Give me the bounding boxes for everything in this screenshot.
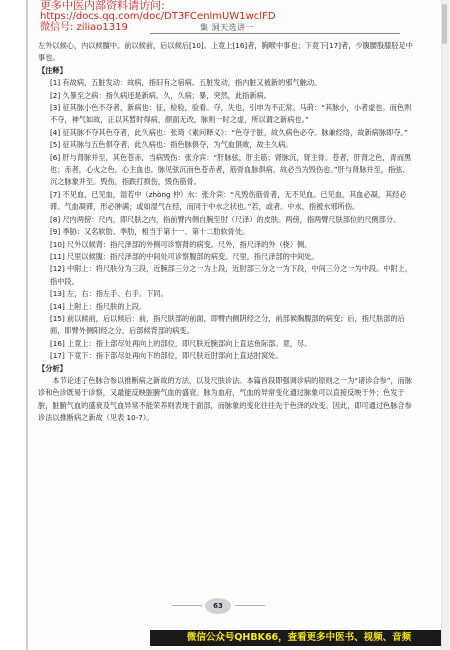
note-4: [4] 征其脉不夺其色夺者，此久病也：张琦《素问释义》：“色夺于脏，故久病色必夺。脉兼经络，故新病脉即夺。” [50,127,408,137]
note-9: [9] 季胁：又名软肋、季肋，相当于第十一、第十二肋软骨处。 [50,227,250,237]
note-15: [15] 前以候前，后以候后：前，指尺肤部的前面，即臂内侧阴经之分，前部候胸腹部的病变；后，指尺肤部的后面，即臂外侧阳经之分，后部候背部的病变。 [50,313,405,336]
watermark-line-3: 微信号: ziliao1319 [40,22,128,33]
watermark-line-2: https://docs.qq.com/doc/DT3FCenlmUW1wclFD [40,11,276,22]
scrollbar-thumb[interactable] [442,4,447,44]
note-13: [13] 左，右：指左手、右手。下同。 [50,289,168,299]
note-2: [2] 久暴至之病：指久病还是新病。久，久病；暴，突然，此指新病。 [50,90,271,100]
note-7: [7] 不见血，已见血，湿若中（zhòng 仲）水：张介宾：“凡毁伤筋骨者，无不见血。已见血，其血必凝，其经必滞。气血凝滞，形必肿满；或如湿气在经，而同于中水之状也。”若，或者。中水，指被水邪所伤。 [50,189,407,212]
note-5: [5] 征其脉与五色俱夺者，此久病也：指色脉俱夺，为气血俱败，故主久病。 [50,140,293,150]
note-10: [10] 尺外以候肾：指尺泽部的外侧可诊察肾的病变。尺外，指尺泽的外（桡）侧。 [50,239,312,249]
running-header: 集 洞天选讲一 [200,23,255,32]
analysis-heading: 【分析】 [38,363,67,373]
watermark-line-1: 更多中医内部资料请访问: [40,0,165,12]
note-1: [1] 有故病，五脏发动：故病，指旧有之宿病。五脏发动，指内脏又被新的邪气触动。 [50,78,322,88]
note-17: [17] 下竟下：指下部尽处再向下的部位，即尺肤近肘部向上直达肘窝处。 [50,351,283,361]
note-11: [11] 尺里以候腹：指尺泽部的中间处可诊察腹部的病变。尺里，指尺泽部的中间处。 [50,251,319,261]
footer-banner: 微信公众号QHBK66，查看更多中医书、视频、音频 [150,630,448,646]
note-3: [3] 征其脉小色不夺者，新病也：征，检验，验看。夺，失也，引申为不正常。马莳：“其脉小，小者虚也。而色则不夺，神气如故，正以其暂时得病，颜面无改，脉则一时之虚，所以谓之新病也。” [50,103,412,125]
scrollbar-track[interactable] [441,0,449,650]
opening-paragraph: 左外以候心，内以候膻中。前以候前，后以候后[10]。上竟上[16]者，胸喉中事也；下竟下[17]者，少腹腰股膝胫足中事也。 [38,41,413,63]
page-number-ornament-right [235,605,265,606]
note-14: [14] 上附上：指尺肤的上段。 [50,301,147,311]
notes-heading: 【注释】 [38,65,67,75]
page-number-ornament-left [172,605,202,606]
analysis-paragraph: 本节论述了色脉合参以推断病之新故的方法，以及尺肤诊法。本篇首段即强调诊病的原则之一为“诸诊合参”，而脉诊和色诊既易于诊察，又最能反映脏腑气血的盛衰。脉为血府，气血的异常变化通过脉象可以直接反映于外；色发于脏，脏腑气血的盛衰及气血异常不能荣养则表现于面部，而脉象的变化往往先于色泽的改变。因此，即可通过色脉合参诊法以推断病之新故（见表 10-7）。 [38,375,413,423]
note-12: [12] 中附上：将尺肤分为三段，近腕部三分之一为上段，近肘部三分之一为下段，中间三分之一为中段。中附上，指中段。 [50,264,413,286]
main-text [38,40,414,425]
note-16: [16] 上竟上：指上部尽处再向上的部位，即尺肤近腕部向上直达鱼际部。竟，尽。 [50,338,312,348]
note-6: [6] 肝与肾脉并至，其色苍赤，当病毁伤：张介宾：“肝脉弦，肝主筋；肾脉沉，肾主骨。苍者，肝肾之色，青而黑也；赤者，心火之色，心主血也。脉见弦沉而色苍赤者，筋骨血脉俱病，故必当为毁伤也。”肝与肾脉并至，指弦、沉之脉象并至。毁伤，指跌打损伤，毁伤筋骨。 [50,152,412,187]
header-rule [150,33,400,34]
page-number: 63 [205,598,231,614]
note-8: [8] 尺内两傍：尺内，即尺肤之内，指前臂内侧自腕至肘（尺泽）的皮肤。两傍，指两臂尺肤部位的尺侧部分。 [50,214,401,224]
